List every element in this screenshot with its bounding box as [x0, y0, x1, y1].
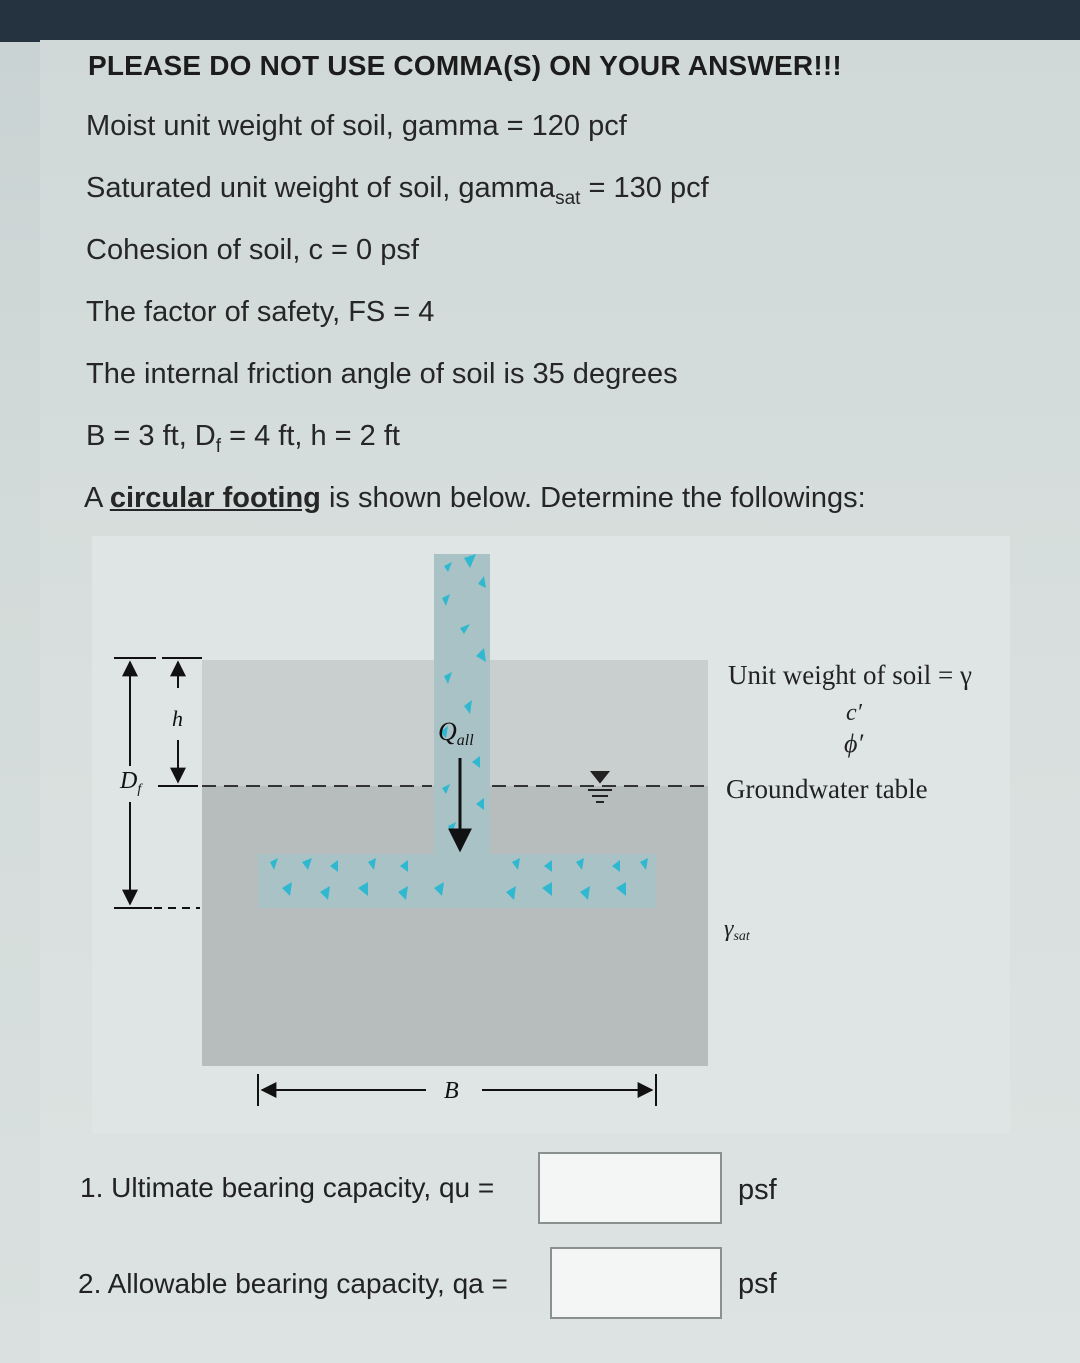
footing-base — [258, 854, 656, 908]
intro-emphasis: circular footing — [109, 482, 321, 514]
given-dimensions — [86, 420, 400, 458]
gamma-sat-label: γsat — [724, 916, 750, 944]
question-1-label: 1. Ultimate bearing capacity, qu = — [80, 1172, 495, 1203]
sat-prefix: Saturated unit weight of soil, gamma — [86, 172, 556, 204]
intro-text — [84, 482, 866, 515]
cohesion-symbol: c′ — [846, 700, 862, 726]
given-friction-angle: The internal friction angle of soil is 35 degrees — [86, 358, 678, 390]
given-factor-of-safety: The factor of safety, FS = 4 — [86, 296, 435, 328]
footing-column — [434, 554, 490, 854]
given-saturated-unit-weight — [86, 172, 709, 210]
df-label: $D_f$ — [120, 768, 142, 797]
question-2-unit: psf — [738, 1268, 777, 1300]
groundwater-label: Groundwater table — [726, 774, 928, 804]
dims-suffix: = 4 ft, h = 2 ft — [221, 420, 400, 452]
footing-diagram — [92, 536, 1010, 1134]
h-label: h — [172, 706, 183, 731]
b-label: B — [444, 1078, 459, 1104]
dims-subscript: f — [215, 435, 222, 457]
sat-suffix: = 130 pcf — [580, 172, 709, 204]
intro-suffix: is shown below. Determine the followings: — [320, 482, 866, 514]
load-label: Qall — [438, 717, 474, 749]
unit-weight-label: Unit weight of soil = γ — [728, 660, 972, 690]
question-1-unit: psf — [738, 1174, 777, 1206]
sat-subscript: sat — [555, 187, 581, 209]
question-2-label: 2. Allowable bearing capacity, qa = — [78, 1268, 508, 1299]
answer-qu-input[interactable] — [538, 1152, 722, 1224]
monitor-bezel — [0, 0, 1080, 42]
dims-prefix: B = 3 ft, D — [86, 420, 216, 452]
phi-symbol: ϕ′ — [844, 729, 864, 758]
answer-qa-input[interactable] — [550, 1247, 722, 1319]
given-cohesion: Cohesion of soil, c = 0 psf — [86, 234, 419, 266]
intro-prefix: A — [84, 482, 110, 514]
warning-text: PLEASE DO NOT USE COMMA(S) ON YOUR ANSWER!!! — [88, 50, 842, 81]
given-moist-unit-weight: Moist unit weight of soil, gamma = 120 pcf — [86, 110, 627, 142]
